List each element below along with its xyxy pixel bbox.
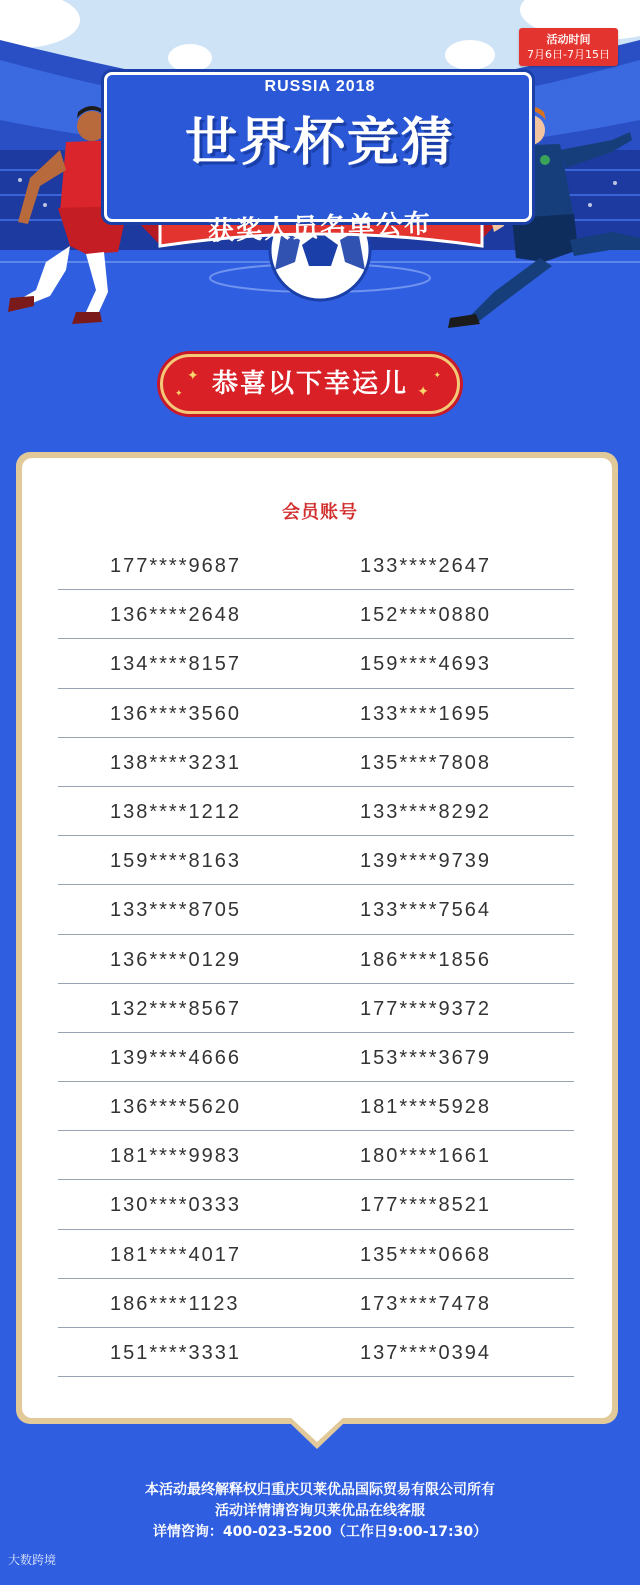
page-title: 世界杯竞猜	[184, 113, 455, 173]
watermark-logo	[8, 1551, 56, 1568]
table-row	[58, 689, 574, 738]
member-account: 136****2648	[110, 604, 241, 627]
congrats-banner	[160, 354, 460, 414]
member-account: 133****8292	[360, 800, 491, 823]
member-account: 181****4017	[110, 1243, 241, 1266]
footer-contact-service: 活动详情请咨询贝莱优品在线客服	[215, 1503, 425, 1519]
table-row	[58, 738, 574, 787]
member-account: 177****9687	[110, 555, 241, 577]
member-account: 130****0333	[110, 1194, 241, 1217]
badge-title: 活动时间	[546, 33, 591, 46]
event-subtitle: RUSSIA 2018	[264, 78, 376, 95]
table-row	[58, 984, 574, 1033]
sparkle-icon: ✦	[417, 384, 431, 400]
ribbon-title: 获奖人员名单公布	[207, 209, 433, 247]
table-row	[58, 1180, 574, 1229]
member-account: 133****1695	[360, 702, 491, 725]
table-row	[58, 836, 574, 885]
table-row	[58, 639, 574, 688]
member-account: 153****3679	[360, 1046, 491, 1069]
member-list	[58, 541, 574, 1377]
sparkle-icon: ✦	[187, 368, 201, 384]
member-account: 181****9983	[110, 1145, 241, 1168]
member-account: 136****5620	[110, 1096, 241, 1119]
event-date-badge	[519, 28, 618, 66]
member-account: 159****8163	[110, 850, 241, 873]
table-row	[58, 885, 574, 934]
member-account: 134****8157	[110, 653, 241, 676]
table-row	[58, 1082, 574, 1131]
table-row	[58, 1279, 574, 1328]
member-account: 135****7808	[360, 751, 491, 774]
table-row	[58, 590, 574, 639]
member-account: 137****0394	[360, 1342, 491, 1364]
member-account: 138****1212	[110, 800, 241, 823]
sparkle-icon: ✦	[175, 389, 185, 399]
member-account: 138****3231	[110, 751, 241, 774]
table-row	[58, 935, 574, 984]
member-account: 133****2647	[360, 555, 491, 577]
member-account: 133****8705	[110, 899, 241, 922]
table-row	[58, 1230, 574, 1279]
member-account-label: 会员账号	[282, 502, 358, 523]
footer-hotline: 详情咨询：400-023-5200（工作日9:00-17:30）	[152, 1524, 488, 1540]
table-row	[58, 1033, 574, 1082]
member-account: 186****1856	[360, 948, 491, 971]
member-account: 181****5928	[360, 1096, 491, 1119]
table-row	[58, 787, 574, 836]
member-account: 177****9372	[360, 997, 491, 1020]
member-account: 139****9739	[360, 850, 491, 873]
member-account: 139****4666	[110, 1046, 241, 1069]
footer-disclaimer: 本活动最终解释权归重庆贝莱优品国际贸易有限公司所有	[145, 1482, 495, 1498]
table-row	[58, 1131, 574, 1180]
sparkle-icon: ✦	[433, 371, 443, 381]
member-account: 132****8567	[110, 997, 241, 1020]
member-account: 186****1123	[110, 1292, 240, 1315]
member-account: 180****1661	[360, 1145, 491, 1168]
badge-dates: 7月6日-7月15日	[527, 48, 610, 61]
watermark-text: 大数跨境	[8, 1553, 57, 1567]
footer	[0, 1480, 640, 1543]
member-account: 152****0880	[360, 604, 491, 627]
member-account: 151****3331	[110, 1342, 241, 1364]
member-account: 135****0668	[360, 1243, 491, 1266]
member-account: 177****8521	[360, 1194, 491, 1217]
table-row	[58, 1328, 574, 1377]
congrats-text: 恭喜以下幸运儿	[211, 369, 408, 399]
member-account: 173****7478	[360, 1292, 491, 1315]
member-account: 159****4693	[360, 653, 491, 676]
member-account: 133****7564	[360, 899, 491, 922]
member-account: 136****3560	[110, 702, 241, 725]
member-account: 136****0129	[110, 948, 241, 971]
table-row	[58, 541, 574, 590]
